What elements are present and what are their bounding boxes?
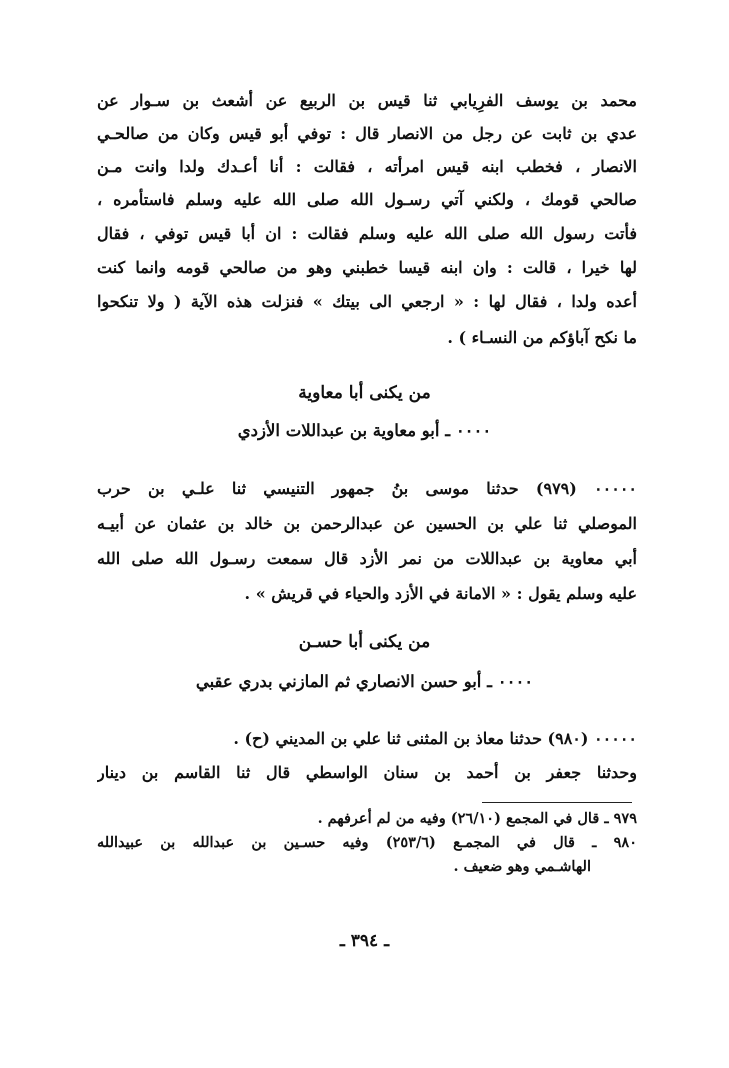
footnote-line: الهاشـمي وهو ضعيف . <box>453 858 591 875</box>
text-line: ٠٠٠٠٠ (٩٧٩) حدثنا موسى بنُ جمهور التنيسي ثنا علـي بن حرب <box>97 479 637 498</box>
text-line: وحدثنا جعفر بن أحمد بن سنان الواسطي قال ثنا القاسم بن دينار <box>97 763 637 782</box>
text-line: ما نكح آباؤكم من النسـاء ) . <box>447 328 637 347</box>
text-line: لها خيرا ، قالت : وان ابنه قيسا خطبني وهو من صالحي قومه وانما كنت <box>97 258 637 277</box>
section-title: من يكنى أبا حسـن <box>298 632 431 652</box>
text-line: أبي معاوية بن عبداللات من نمر الأزد قال سمعت رسـول الله صلى الله <box>97 549 637 568</box>
footnote-line: ٩٧٩ ـ قال في المجمع (٢٦/١٠) وفيه من لم أعرفهم . <box>317 810 637 827</box>
page-number: ـ ٣٩٤ ـ <box>339 931 390 951</box>
section-subtitle: ٠٠٠٠ ـ أبو حسن الانصاري ثم المازني بدري عقبي <box>195 672 534 691</box>
text-line: الانصار ، فخطب ابنه قيس امرأته ، فقالت : أنا أعـدك ولدا وانت مـن <box>97 157 637 176</box>
text-line: عليه وسلم يقول : « الامانة في الأزد والحياء في قريش » . <box>244 584 637 603</box>
footnote-separator <box>482 802 632 803</box>
text-line: ٠٠٠٠٠ (٩٨٠) حدثنا معاذ بن المثنى ثنا علي بن المديني (ح) . <box>233 729 637 748</box>
section-subtitle: ٠٠٠٠ ـ أبو معاوية بن عبداللات الأزدي <box>237 421 492 440</box>
text-line: الموصلي ثنا علي بن الحسين عن عبدالرحمن بن خالد بن عثمان عن أبيـه <box>97 514 637 533</box>
text-line: أعده ولدا ، فقال لها : « ارجعي الى بيتك » فنزلت هذه الآية ( ولا تنكحوا <box>97 292 637 311</box>
section-title: من يكنى أبا معاوية <box>298 383 431 403</box>
footnote-line: ٩٨٠ ـ قال في المجمـع (٢٥٣/٦) وفيه حسـين بن عبدالله بن عبيدالله <box>97 834 637 851</box>
text-line: صالحي قومك ، ولكني آتي رسـول الله صلى الله عليه وسلم فاستأمره ، <box>97 190 637 209</box>
text-line: عدي بن ثابت عن رجل من الانصار قال : توفي أبو قيس وكان من صالحـي <box>97 124 637 143</box>
text-line: فأتت رسول الله صلى الله عليه وسلم فقالت : ان أبا قيس توفي ، فقال <box>97 224 637 243</box>
text-line: محمد بن يوسف الفرِيابي ثنا قيس بن الربيع عن أشعث بن سـوار عن <box>97 91 637 110</box>
